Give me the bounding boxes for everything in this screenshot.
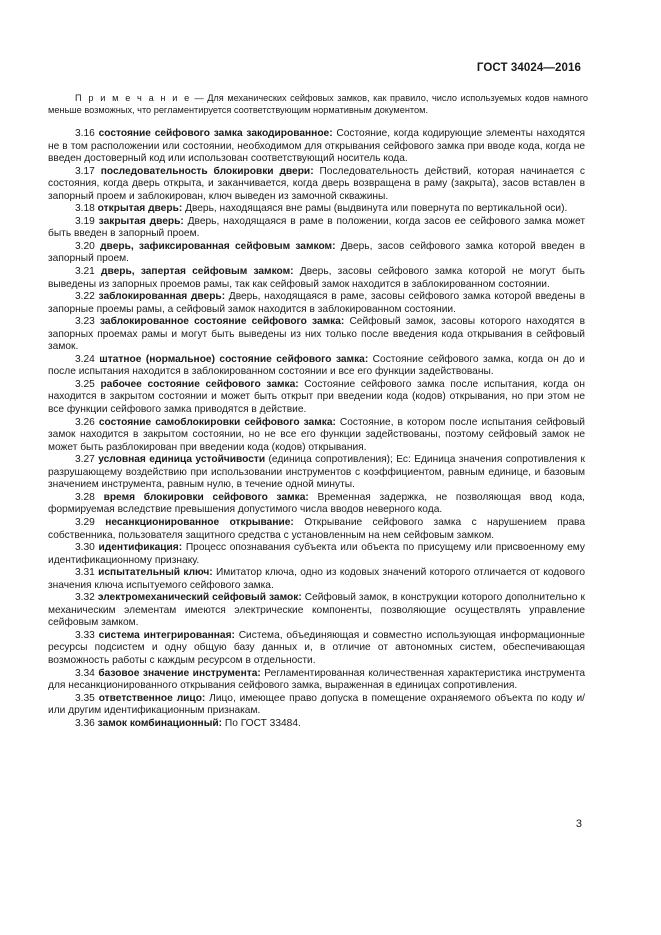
definition-text: Временная задержка, не позволяющая ввод кода, формируемая вследствие превышения допустимого числа вводов неверного кода. (48, 491, 585, 516)
definition-number: 3.24 (75, 353, 95, 365)
definition-number: 3.30 (75, 542, 95, 554)
definition-number: 3.34 (75, 667, 95, 679)
definition-term: заблокированное состояние сейфового замка: (99, 316, 345, 328)
definition-term: дверь, запертая сейфовым замком: (101, 266, 294, 278)
definition-term: последовательность блокировки двери: (100, 165, 314, 177)
definition-text: По ГОСТ 33484. (222, 717, 301, 729)
definition-entry (48, 216, 585, 241)
definition-term: базовое значение инструмента: (98, 667, 261, 679)
definition-number: 3.33 (75, 629, 95, 641)
definition-term: система интегрированная: (98, 629, 235, 641)
definition-entry (48, 316, 585, 354)
definition-entry (48, 668, 585, 693)
definition-number: 3.20 (75, 240, 95, 252)
definition-number: 3.27 (75, 454, 95, 466)
definition-term: время блокировки сейфового замка: (103, 491, 309, 503)
definition-text: Процесс опознавания субъекта или объекта по присущему или присвоенному ему идентификационному признаку. (48, 542, 585, 566)
definition-number: 3.22 (75, 291, 95, 303)
definition-entry (48, 454, 585, 492)
definition-term: условная единица устойчивости (98, 454, 266, 466)
definition-entry (48, 266, 585, 291)
page-number: 3 (575, 818, 582, 830)
definition-entry (48, 128, 585, 166)
definition-text: Состояние сейфового замка, когда он до и после испытания находится в заблокированном состоянии и все его функции задействованы. (48, 353, 585, 378)
definition-entry (48, 630, 585, 668)
definition-term: электромеханический сейфовый замок: (97, 592, 302, 604)
definition-number: 3.26 (75, 416, 95, 428)
definition-text: Лицо, имеющее право допуска в помещение охраняемого объекта по коду и/или другим идентификационным признакам. (48, 692, 585, 717)
definition-text: Открывание сейфового замка с нарушением права собственника, пользователя защитного средства с установленным на нем сейфовым замком. (48, 516, 585, 541)
definition-entry (48, 166, 585, 204)
definition-entry (48, 203, 585, 216)
definition-text: Дверь, находящаяся вне рамы (выдвинута или повернута по вертикальной оси). (182, 203, 568, 215)
definition-text: Имитатор ключа, одно из кодовых значений которого отличается от кодового значения ключа испытуемого сейфового замка. (48, 567, 585, 591)
definitions-list (48, 128, 585, 730)
note-text: — Для механических сейфовых замков, как правило, число используемых кодов намного меньше возможных, что регламентируется соответствующим нормативным документом. (48, 93, 588, 116)
definition-entry (48, 517, 585, 542)
definition-text: Состояние, когда кодирующие элементы находятся не в том расположении или состоянии, необходимом для открывания сейфового замка при вводе кода, когда не введен достоверный код или использован соответствующий носитель кода. (48, 128, 585, 165)
definition-number: 3.21 (75, 266, 95, 278)
definition-term: закрытая дверь: (98, 215, 184, 227)
definition-text: Сейфовый замок, в конструкции которого дополнительно к механическим элементам имеются электрические компоненты, позволяющие осуществлять управление сейфовым замком. (48, 592, 585, 629)
definition-text: Дверь, засов сейфового замка которой введен в запорный проем. (48, 240, 585, 265)
definition-entry (48, 592, 585, 630)
definition-number: 3.36 (75, 717, 95, 729)
definition-text: Состояние сейфового замка после испытания, когда он находится в закрытом состоянии и может быть открыт при введении кода (кодов) открывания, но при этом не все функции сейфового замка приводятся в действие. (48, 378, 585, 416)
definition-term: штатное (нормальное) состояние сейфового замка: (99, 353, 369, 365)
definition-number: 3.16 (75, 128, 95, 139)
definition-term: идентификация: (98, 542, 183, 554)
definition-number: 3.25 (75, 378, 95, 390)
definition-entry (48, 417, 585, 455)
definition-number: 3.28 (75, 491, 95, 503)
definition-term: открытая дверь: (97, 203, 183, 215)
definition-text: Сейфовый замок, засовы которого находятся в запорных проемах рамы и могут быть выведены из них только после введения кода открывания в сейфовый замок. (48, 316, 585, 353)
note-label: П р и м е ч а н и е (75, 93, 191, 103)
definition-text: Дверь, находящаяся в раме, засовы сейфового замка которой введены в запорные проемы рамы, а сейфовый замок находится в заблокированном состоянии. (48, 291, 585, 315)
definition-text: Регламентированная количественная характеристика инструмента для несанкционированного открывания сейфового замка, выраженная в единицах сопротивления. (48, 667, 585, 692)
definition-entry (48, 241, 585, 266)
definition-term: состояние самоблокировки сейфового замка: (98, 416, 336, 428)
definition-text: Последовательность действий, которая начинается с состояния, когда дверь открыта, и заканчивается, когда дверь возвращена в раму (закрыта), засов вставлен в запорный проем и заблокирован, ключ выведен из замочной скважины. (48, 165, 585, 202)
definition-number: 3.32 (75, 592, 95, 604)
definition-text: Дверь, находящаяся в раме в положении, когда засов ее сейфового замка может быть введен в запорный проем. (48, 215, 585, 240)
definition-number: 3.19 (75, 215, 95, 227)
definition-term: несанкционированное открывание: (105, 516, 294, 528)
definition-number: 3.18 (75, 203, 95, 215)
definition-term: заблокированная дверь: (98, 291, 226, 303)
definition-number: 3.31 (75, 567, 95, 579)
definition-entry (48, 291, 585, 316)
definition-term: рабочее состояние сейфового замка: (100, 378, 299, 390)
definition-entry (48, 354, 585, 379)
definition-entry (48, 693, 585, 718)
definition-text: Система, объединяющая и совместно использующая информационные ресурсы подсистем и одну общую базу данных и, в отличие от автономных систем, обеспечивающая возможность работы с каждым ресурсом в отдельности. (48, 629, 585, 666)
definition-number: 3.29 (75, 516, 95, 528)
definition-number: 3.23 (75, 316, 95, 328)
definition-entry (48, 379, 585, 417)
definition-text: Состояние, в котором после испытания сейфовый замок находится в закрытом состоянии, но не все его функции задействованы, поэтому сейфовый замок не может быть разблокирован при введении кода (кодов) открывания. (48, 416, 585, 453)
definition-entry (48, 567, 585, 592)
definition-entry (48, 492, 585, 517)
definition-text: Дверь, засовы сейфового замка которой не могут быть выведены из запорных проемов рамы, так как сейфовый замок находится в заблокированном состоянии. (48, 266, 585, 290)
definition-entry (48, 718, 585, 731)
standard-designation: ГОСТ 34024—2016 (476, 62, 581, 74)
definition-term: ответственное лицо: (98, 692, 206, 704)
definition-term: дверь, зафиксированная сейфовым замком: (100, 240, 336, 252)
definition-term: замок комбинационный: (97, 717, 223, 729)
definition-text: (единица сопротивления); Ес: Единица значения сопротивления к разрушающему воздействию при использовании инструментов с коэффициентом, равным единице, и базовым значением инструмента, равным нулю, в течение одной минуты. (48, 454, 585, 491)
definition-number: 3.17 (75, 165, 95, 177)
definition-entry (48, 542, 585, 567)
definition-number: 3.35 (75, 692, 95, 704)
definition-term: испытательный ключ: (98, 567, 213, 579)
note (48, 92, 588, 116)
definition-term: состояние сейфового замка закодированное: (98, 128, 333, 139)
